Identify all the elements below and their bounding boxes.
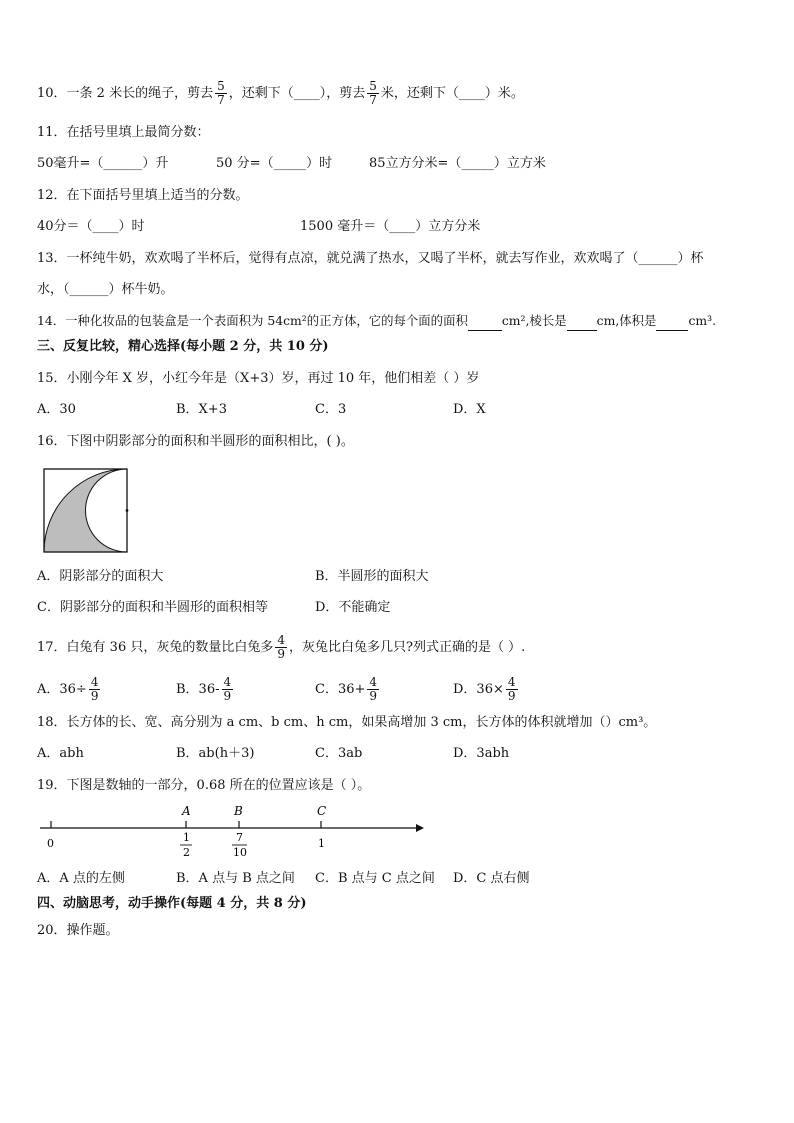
answer-blank[interactable] [567, 312, 597, 331]
q16-option-b[interactable]: B．半圆形的面积大 [315, 569, 429, 584]
fraction-5-7-second: $\frac{5}{7}$ [369, 79, 377, 107]
section-3-heading: 三、反复比较，精心选择(每小题 2 分，共 10 分) [37, 339, 329, 354]
number-line-figure [36, 800, 428, 862]
q18-option-b[interactable]: B．ab(h＋3) [176, 746, 255, 761]
question-12-stem: 12．在下面括号里填上适当的分数。 [37, 188, 249, 203]
question-20: 20．操作题。 [37, 923, 119, 938]
axis-arrow-icon [416, 824, 424, 832]
q15-option-d[interactable]: D．X [453, 402, 486, 417]
question-12-item-2: 1500 毫升＝（____）立方分米 [300, 219, 481, 234]
point-label-b: B [234, 804, 243, 818]
q17-option-b[interactable]: B．36- $\frac{4}{9}$ [176, 675, 232, 703]
q16-option-c[interactable]: C．阴影部分的面积和半圆形的面积相等 [37, 600, 268, 615]
q17-option-d[interactable]: D．36× $\frac{4}{9}$ [453, 675, 516, 703]
question-10: 10．一条 2 米长的绳子，剪去 $\frac{5}{7}$ ，还剩下（____），剪去 $\frac{5}{7}$ 米，还剩下（____）米。 [37, 79, 524, 107]
q17-option-a[interactable]: A．36÷ $\frac{4}{9}$ [37, 675, 99, 703]
question-13-line-2: 水，（______）杯牛奶。 [37, 282, 174, 297]
q18-option-a[interactable]: A．abh [37, 746, 84, 761]
fraction-4-9: $\frac{4}{9}$ [277, 633, 285, 661]
question-13-line-1: 13．一杯纯牛奶，欢欢喝了半杯后，觉得有点凉，就兑满了热水，又喝了半杯，就去写作业，欢欢喝了（______）杯 [37, 251, 704, 266]
q15-option-c[interactable]: C．3 [315, 402, 347, 417]
q15-option-b[interactable]: B．X+3 [176, 402, 227, 417]
question-11-item-1: 50毫升=（______）升 [37, 156, 169, 171]
question-16-stem: 16．下图中阴影部分的面积和半圆形的面积相比，( )。 [37, 434, 354, 449]
question-11-stem: 11．在括号里填上最简分数： [37, 125, 210, 140]
question-11-item-2: 50 分=（_____）时 [216, 156, 333, 171]
point-label-a: A [182, 804, 191, 818]
tick-label-half-num: 1 [183, 831, 190, 844]
tick-label-seven-tenths-den: 10 [233, 846, 247, 859]
q19-option-a[interactable]: A．A 点的左侧 [37, 871, 125, 886]
question-17-stem: 17．白兔有 36 只，灰兔的数量比白兔多 $\frac{4}{9}$ ，灰兔比白兔多几只?列式正确的是（ ）. [37, 633, 526, 661]
point-label-c: C [317, 804, 327, 818]
q18-option-d[interactable]: D．3abh [453, 746, 510, 761]
question-11-item-3: 85立方分米=（_____）立方米 [369, 156, 546, 171]
tick-label-half-den: 2 [183, 846, 190, 859]
q16-option-d[interactable]: D．不能确定 [315, 600, 391, 615]
q16-option-a[interactable]: A．阴影部分的面积大 [37, 569, 164, 584]
section-4-heading: 四、动脑思考，动手操作(每题 4 分，共 8 分) [37, 896, 307, 911]
q19-option-b[interactable]: B．A 点与 B 点之间 [176, 871, 295, 886]
question-14: 14．一种化妆品的包装盒是一个表面积为 54cm²的正方体，它的每个面的面积 cm²,棱长是 cm,体积是 cm³. [37, 312, 716, 331]
q19-option-c[interactable]: C．B 点与 C 点之间 [315, 871, 435, 886]
q17-option-c[interactable]: C．36+ $\frac{4}{9}$ [315, 675, 378, 703]
question-18-stem: 18．长方体的长、宽、高分别为 a cm、b cm、h cm，如果高增加 3 cm，长方体的体积就增加（）cm³。 [37, 715, 657, 730]
tick-label-zero: 0 [47, 837, 54, 850]
question-15-stem: 15．小刚今年 X 岁，小红今年是（X+3）岁，再过 10 年，他们相差（ ）岁 [37, 371, 480, 386]
tick-label-one: 1 [318, 837, 325, 850]
question-12-item-1: 40分＝（____）时 [37, 219, 145, 234]
question-19-stem: 19．下图是数轴的一部分，0.68 所在的位置应该是（ ）。 [37, 778, 371, 793]
q15-option-a[interactable]: A．30 [37, 402, 76, 417]
shaded-square-figure [42, 467, 132, 555]
q19-option-d[interactable]: D．C 点右侧 [453, 871, 530, 886]
tick-label-seven-tenths-num: 7 [236, 831, 243, 844]
fraction-5-7: $\frac{5}{7}$ [217, 79, 225, 107]
answer-blank[interactable] [656, 312, 688, 331]
q18-option-c[interactable]: C．3ab [315, 746, 363, 761]
answer-blank[interactable] [468, 312, 502, 331]
